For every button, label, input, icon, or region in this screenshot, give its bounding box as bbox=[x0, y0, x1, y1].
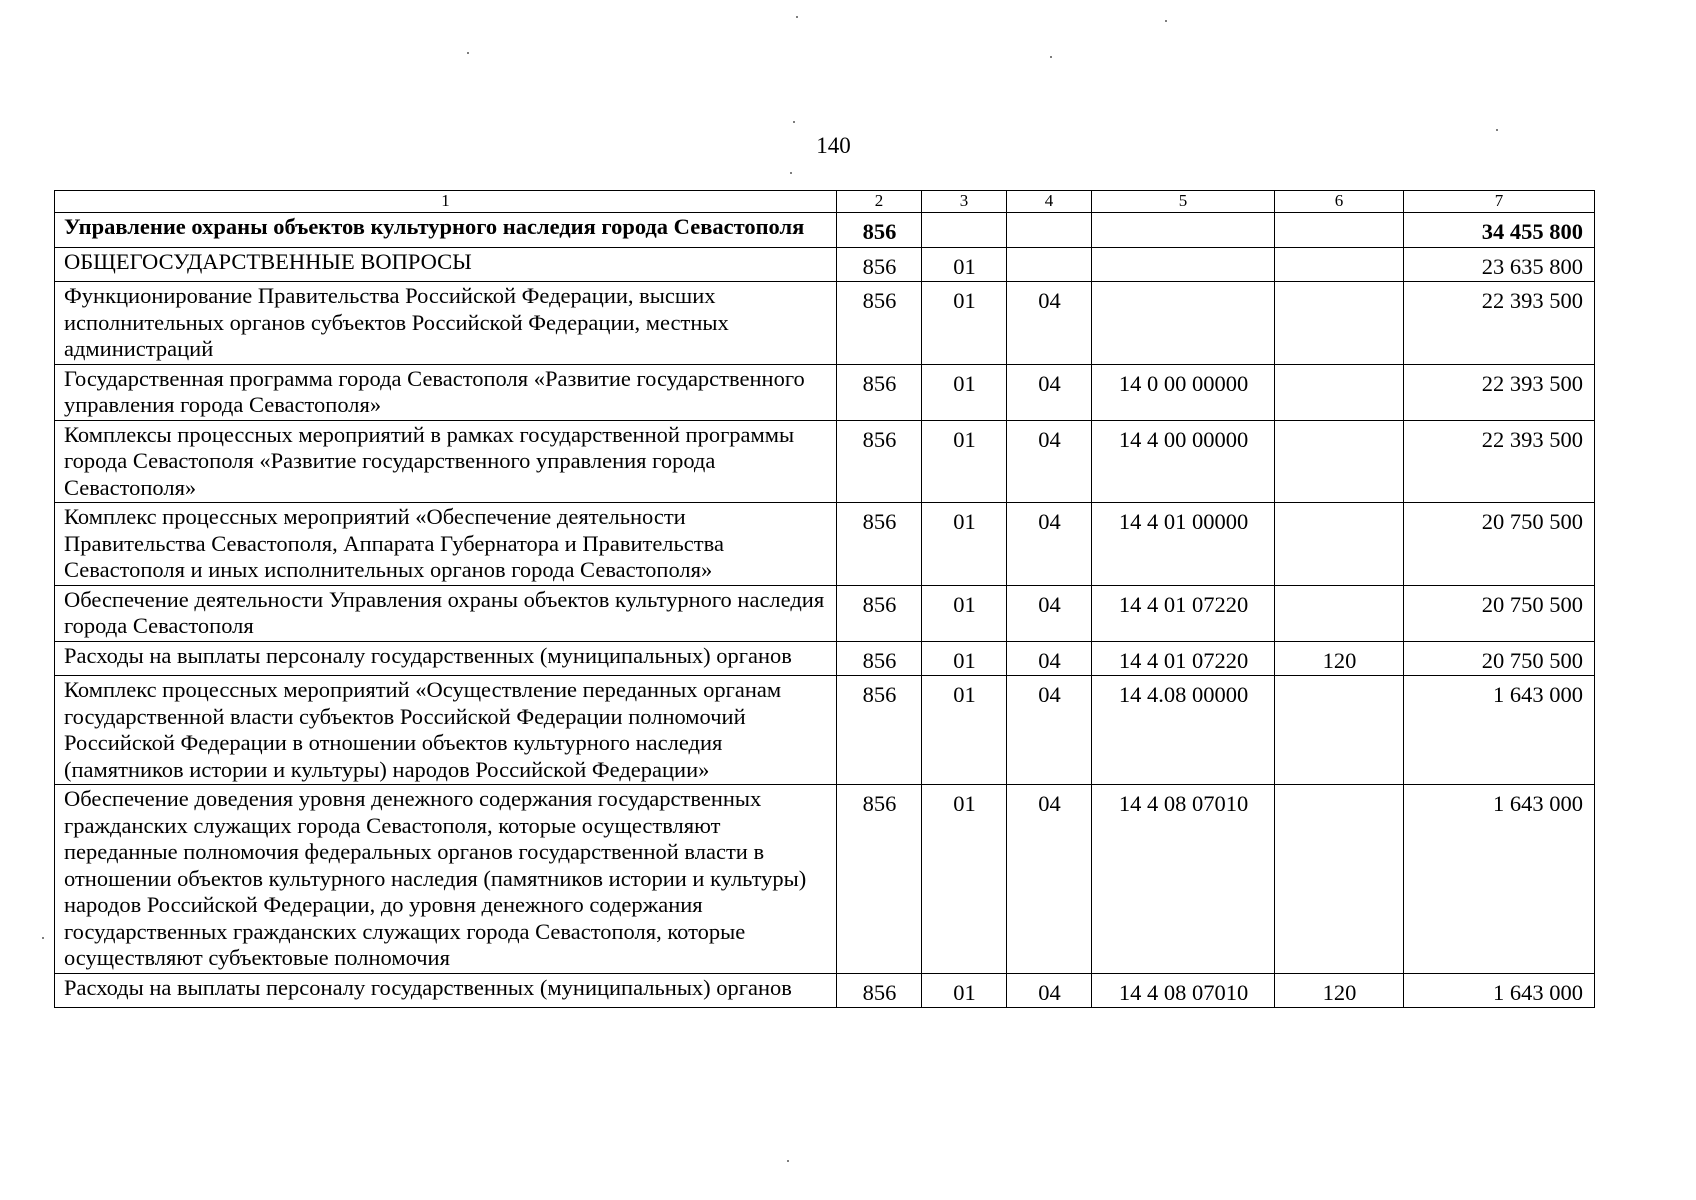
table-row bbox=[55, 247, 1595, 282]
section-cell: 01 bbox=[922, 247, 1007, 282]
section-cell: 01 bbox=[922, 420, 1007, 503]
scan-speck bbox=[1050, 56, 1052, 58]
table-body bbox=[55, 213, 1595, 1008]
admin-code-cell: 856 bbox=[837, 973, 922, 1008]
target-article-cell bbox=[1092, 213, 1275, 248]
expense-type-cell: 120 bbox=[1275, 641, 1404, 676]
scan-speck bbox=[787, 1160, 789, 1162]
row-name-cell: Комплекс процессных мероприятий «Осуществление переданных органам государственной власти субъектов Российской Федерации полномочий Российской Федерации в отношении объектов культурного наследия (памятников истории и культуры) народов Российской Федерации» bbox=[55, 676, 837, 785]
amount-cell: 1 643 000 bbox=[1404, 785, 1595, 974]
admin-code-cell: 856 bbox=[837, 785, 922, 974]
subsection-cell: 04 bbox=[1007, 585, 1092, 641]
table-row bbox=[55, 364, 1595, 420]
amount-cell: 1 643 000 bbox=[1404, 676, 1595, 785]
expense-type-cell bbox=[1275, 282, 1404, 365]
expense-type-cell bbox=[1275, 785, 1404, 974]
subsection-cell bbox=[1007, 247, 1092, 282]
target-article-cell bbox=[1092, 247, 1275, 282]
expense-type-cell bbox=[1275, 213, 1404, 248]
column-header: 7 bbox=[1404, 191, 1595, 213]
expense-type-cell bbox=[1275, 676, 1404, 785]
section-cell bbox=[922, 213, 1007, 248]
target-article-cell: 14 0 00 00000 bbox=[1092, 364, 1275, 420]
subsection-cell: 04 bbox=[1007, 641, 1092, 676]
subsection-cell bbox=[1007, 213, 1092, 248]
table-row bbox=[55, 973, 1595, 1008]
row-name-cell: Государственная программа города Севастополя «Развитие государственного управления города Севастополя» bbox=[55, 364, 837, 420]
row-name-cell: Комплекс процессных мероприятий «Обеспечение деятельности Правительства Севастополя, Аппарата Губернатора и Правительства Севастополя и иных исполнительных органов города Севастополя» bbox=[55, 503, 837, 586]
target-article-cell: 14 4 00 00000 bbox=[1092, 420, 1275, 503]
table-row bbox=[55, 785, 1595, 974]
admin-code-cell: 856 bbox=[837, 282, 922, 365]
expense-type-cell bbox=[1275, 585, 1404, 641]
target-article-cell bbox=[1092, 282, 1275, 365]
table-row bbox=[55, 420, 1595, 503]
table-row bbox=[55, 503, 1595, 586]
table-row bbox=[55, 282, 1595, 365]
admin-code-cell: 856 bbox=[837, 641, 922, 676]
column-header: 1 bbox=[55, 191, 837, 213]
section-cell: 01 bbox=[922, 364, 1007, 420]
amount-cell: 22 393 500 bbox=[1404, 364, 1595, 420]
subsection-cell: 04 bbox=[1007, 973, 1092, 1008]
page-number: 140 bbox=[816, 133, 851, 158]
column-header: 4 bbox=[1007, 191, 1092, 213]
subsection-cell: 04 bbox=[1007, 282, 1092, 365]
table-row bbox=[55, 641, 1595, 676]
amount-cell: 1 643 000 bbox=[1404, 973, 1595, 1008]
admin-code-cell: 856 bbox=[837, 676, 922, 785]
target-article-cell: 14 4 08 07010 bbox=[1092, 785, 1275, 974]
column-number-row bbox=[55, 191, 1595, 213]
amount-cell: 20 750 500 bbox=[1404, 503, 1595, 586]
row-name-cell: ОБЩЕГОСУДАРСТВЕННЫЕ ВОПРОСЫ bbox=[55, 247, 837, 282]
amount-cell: 34 455 800 bbox=[1404, 213, 1595, 248]
table-row bbox=[55, 676, 1595, 785]
expense-type-cell bbox=[1275, 503, 1404, 586]
scan-speck bbox=[1165, 20, 1167, 22]
scan-speck bbox=[796, 16, 798, 18]
expense-type-cell bbox=[1275, 420, 1404, 503]
column-header: 6 bbox=[1275, 191, 1404, 213]
scan-speck bbox=[1496, 129, 1498, 131]
budget-table bbox=[54, 190, 1595, 1008]
target-article-cell: 14 4.08 00000 bbox=[1092, 676, 1275, 785]
scan-speck bbox=[790, 172, 792, 174]
target-article-cell: 14 4 08 07010 bbox=[1092, 973, 1275, 1008]
row-name-cell: Обеспечение доведения уровня денежного содержания государственных гражданских служащих города Севастополя, которые осуществляют переданные полномочия федеральных органов государственной власти в отношении объектов культурного наследия (памятников истории и культуры) народов Российской Федерации, до уровня денежного содержания государственных гражданских служащих города Севастополя, которые осуществляют субъектовые полномочия bbox=[55, 785, 837, 974]
section-cell: 01 bbox=[922, 585, 1007, 641]
row-name-cell: Расходы на выплаты персоналу государственных (муниципальных) органов bbox=[55, 641, 837, 676]
column-header: 5 bbox=[1092, 191, 1275, 213]
section-cell: 01 bbox=[922, 641, 1007, 676]
section-cell: 01 bbox=[922, 503, 1007, 586]
column-header: 2 bbox=[837, 191, 922, 213]
subsection-cell: 04 bbox=[1007, 676, 1092, 785]
amount-cell: 20 750 500 bbox=[1404, 641, 1595, 676]
admin-code-cell: 856 bbox=[837, 503, 922, 586]
expense-type-cell: 120 bbox=[1275, 973, 1404, 1008]
expense-type-cell bbox=[1275, 364, 1404, 420]
scan-speck bbox=[793, 121, 795, 123]
scan-speck bbox=[467, 52, 469, 54]
column-header: 3 bbox=[922, 191, 1007, 213]
section-cell: 01 bbox=[922, 282, 1007, 365]
row-name-cell: Расходы на выплаты персоналу государственных (муниципальных) органов bbox=[55, 973, 837, 1008]
row-name-cell: Управление охраны объектов культурного наследия города Севастополя bbox=[55, 213, 837, 248]
subsection-cell: 04 bbox=[1007, 364, 1092, 420]
subsection-cell: 04 bbox=[1007, 503, 1092, 586]
subsection-cell: 04 bbox=[1007, 420, 1092, 503]
section-cell: 01 bbox=[922, 973, 1007, 1008]
admin-code-cell: 856 bbox=[837, 585, 922, 641]
admin-code-cell: 856 bbox=[837, 420, 922, 503]
admin-code-cell: 856 bbox=[837, 247, 922, 282]
target-article-cell: 14 4 01 07220 bbox=[1092, 585, 1275, 641]
amount-cell: 20 750 500 bbox=[1404, 585, 1595, 641]
row-name-cell: Комплексы процессных мероприятий в рамках государственной программы города Севастополя «Развитие государственного управления города Севастополя» bbox=[55, 420, 837, 503]
amount-cell: 22 393 500 bbox=[1404, 282, 1595, 365]
subsection-cell: 04 bbox=[1007, 785, 1092, 974]
section-cell: 01 bbox=[922, 785, 1007, 974]
target-article-cell: 14 4 01 07220 bbox=[1092, 641, 1275, 676]
row-name-cell: Функционирование Правительства Российской Федерации, высших исполнительных органов субъектов Российской Федерации, местных администраций bbox=[55, 282, 837, 365]
section-cell: 01 bbox=[922, 676, 1007, 785]
scan-speck bbox=[42, 937, 44, 939]
table-row bbox=[55, 213, 1595, 248]
admin-code-cell: 856 bbox=[837, 213, 922, 248]
admin-code-cell: 856 bbox=[837, 364, 922, 420]
amount-cell: 22 393 500 bbox=[1404, 420, 1595, 503]
row-name-cell: Обеспечение деятельности Управления охраны объектов культурного наследия города Севастополя bbox=[55, 585, 837, 641]
target-article-cell: 14 4 01 00000 bbox=[1092, 503, 1275, 586]
amount-cell: 23 635 800 bbox=[1404, 247, 1595, 282]
expense-type-cell bbox=[1275, 247, 1404, 282]
table-row bbox=[55, 585, 1595, 641]
